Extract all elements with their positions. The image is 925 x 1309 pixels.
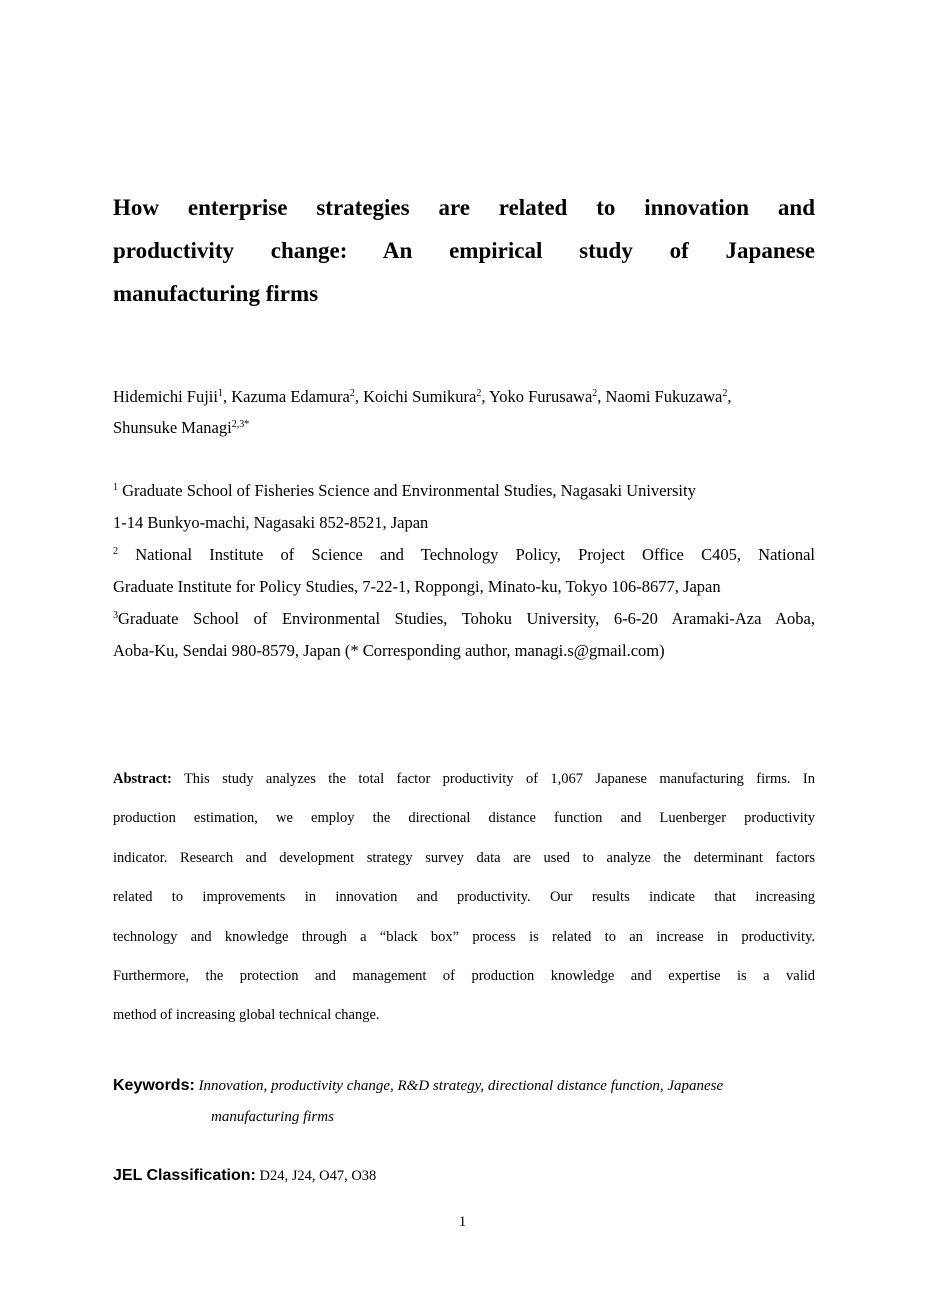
title-line: productivity change: An empirical study of Japanese [113,238,815,263]
affiliation-text: Graduate School of Fisheries Science and Environmental Studies, Nagasaki University [122,481,696,500]
jel-label: JEL Classification: [113,1167,256,1184]
abstract-line: This study analyzes the total factor productivity of 1,067 Japanese manufacturing firms. In [183,771,815,787]
abstract-label: Abstract: [113,771,172,787]
affiliation-text: Graduate School of Environmental Studies, Tohoku University, 6-6-20 Aramaki-Aza Aoba, [118,609,815,628]
abstract-line: method of increasing global technical change. [113,1007,380,1024]
keywords-text: manufacturing firms [211,1109,334,1125]
author-name: Shunsuke Managi [113,418,232,437]
abstract-line: related to improvements in innovation and productivity. Our results indicate that increasing [113,889,815,906]
keywords-label: Keywords: [113,1077,195,1094]
affiliation-mark: 2 [113,546,118,557]
jel-codes: D24, J24, O47, O38 [259,1168,377,1184]
author-name: Kazuma Edamura [231,387,350,406]
abstract [113,760,815,1036]
author-name: Naomi Fukuzawa [605,387,723,406]
affiliation-3 [113,603,815,667]
author-name: Koichi Sumikura [363,387,477,406]
author-affiliation-mark: 2,3* [231,419,250,430]
affiliation-text: Graduate Institute for Policy Studies, 7-22-1, Roppongi, Minato-ku, Tokyo 106-8677, Japan [113,577,721,596]
paper-title [113,186,815,315]
author-name: Hidemichi Fujii [113,387,218,406]
page-number: 1 [458,1214,467,1230]
author-affiliation-mark: 2 [349,388,355,399]
affiliation-mark: 3 [113,610,118,621]
abstract-line: production estimation, we employ the directional distance function and Luenberger productivity [113,810,815,827]
keywords-text: Innovation, productivity change, R&D strategy, directional distance function, Japanese [198,1078,724,1094]
abstract-line: Furthermore, the protection and management of production knowledge and expertise is a valid [113,967,815,984]
abstract-line: technology and knowledge through a “black box” process is related to an increase in productivity. [113,928,815,945]
title-line: manufacturing firms [113,281,319,306]
author-affiliation-mark: 2 [476,388,482,399]
author-affiliation-mark: 2 [722,388,728,399]
author-name: Yoko Furusawa [488,387,593,406]
affiliation-text: 1-14 Bunkyo-machi, Nagasaki 852-8521, Japan [113,513,429,532]
abstract-line: indicator. Research and development strategy survey data are used to analyze the determinant factors [113,849,815,866]
author-list: Hidemichi Fujii$^1$, Kazuma Edamura$^2$, Koichi Sumikura$^2$, Yoko Furusawa$^2$, Naomi Fukuzawa$^2$, Shunsuke Managi$^{2,3*}$ [113,387,732,437]
jel-classification [113,1162,376,1190]
keywords [113,1070,815,1133]
affiliation-2 [113,539,815,603]
affiliation-1 [113,475,815,539]
author-affiliation-mark: 2 [592,388,598,399]
title-line: How enterprise strategies are related to innovation and [113,195,815,220]
affiliation-text: National Institute of Science and Technology Policy, Project Office C405, National [135,545,815,564]
affiliation-mark: 1 [113,482,118,493]
author-affiliation-mark: 1 [217,388,223,399]
affiliation-text: Aoba-Ku, Sendai 980-8579, Japan (* Corresponding author, managi.s@gmail.com) [113,641,665,660]
